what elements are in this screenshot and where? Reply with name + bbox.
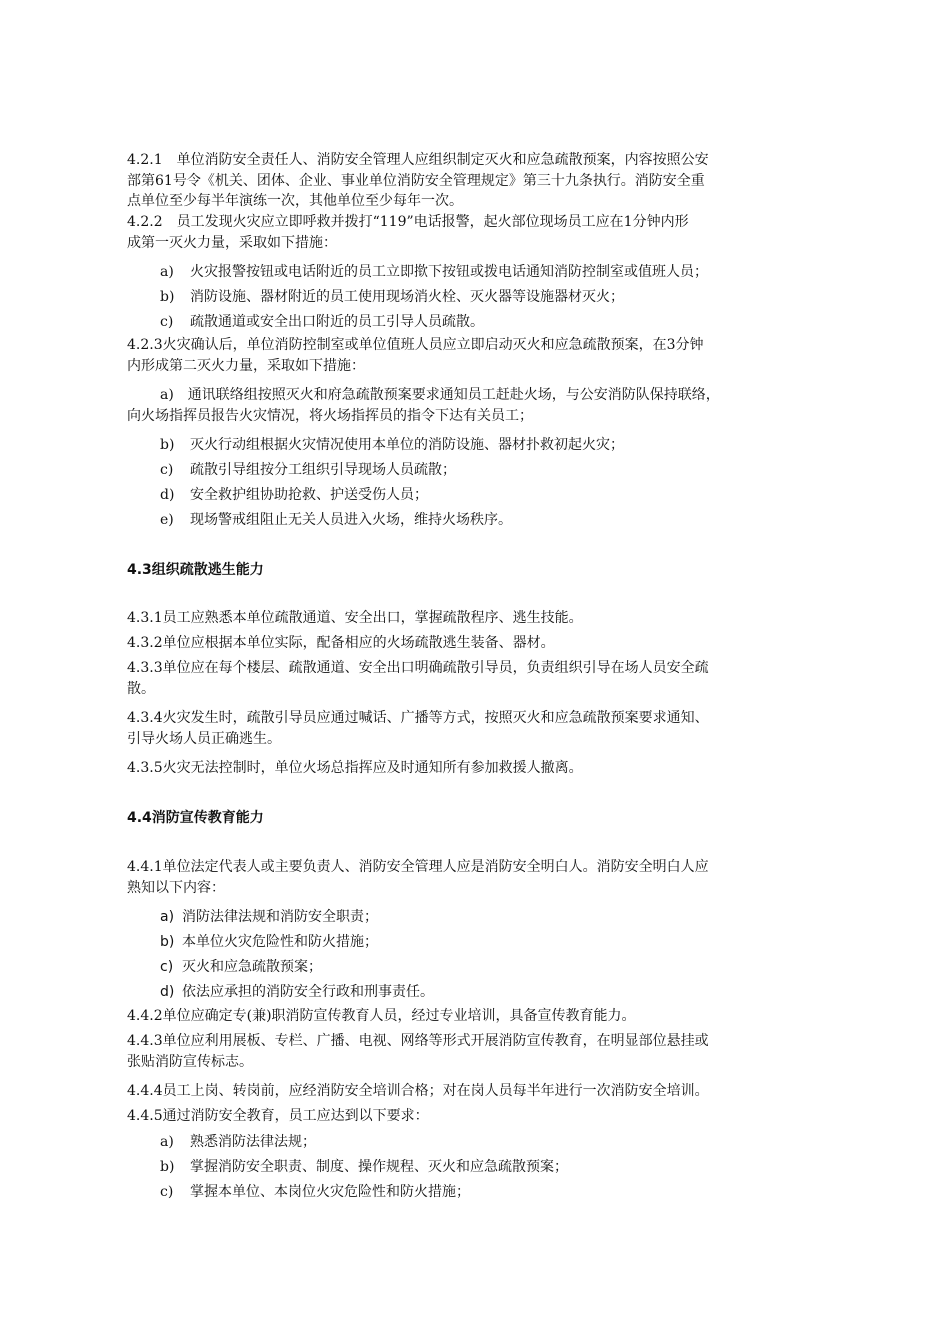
paragraph-4-2-2 (127, 212, 827, 253)
list-marker: c) (160, 1184, 174, 1200)
paragraph-4-3-3 (127, 658, 827, 699)
list-item (160, 1157, 568, 1178)
section-heading-4-4: 4.4消防宣传教育能力 (127, 810, 264, 826)
list-item-multiline (127, 385, 839, 426)
list-item-text: 本单位火灾危险性和防火措施； (182, 934, 378, 950)
text-line: 熟知以下内容： (127, 879, 225, 896)
paragraph-4-3-1 (127, 608, 827, 629)
list-marker: b) (160, 437, 175, 453)
list-item (160, 435, 624, 456)
list-item (160, 1182, 470, 1203)
text-line: 内形成第二灭火力量，采取如下措施： (127, 357, 365, 374)
list-item-text: 火灾报警按钮或电话附近的员工立即揿下按钮或拨电话通知消防控制室或值班人员； (190, 264, 708, 280)
list-item (160, 982, 434, 1003)
list-item (160, 485, 428, 506)
paragraph-4-2-3 (127, 335, 827, 376)
text-line: 引导火场人员正确逃生。 (127, 730, 281, 747)
text-line: 4.4.2单位应确定专(兼)职消防宣传教育人员，经过专业培训，具备宣传教育能力。 (127, 1008, 636, 1024)
paragraph-4-4-2 (127, 1006, 827, 1027)
text-line: 4.3.4火灾发生时，疏散引导员应通过喊话、广播等方式，按照灭火和应急疏散预案要求通知、 (127, 710, 709, 726)
list-item (160, 957, 322, 978)
list-item (160, 932, 378, 953)
list-item-text: 依法应承担的消防安全行政和刑事责任。 (182, 984, 434, 1000)
list-item (160, 312, 484, 333)
list-item-text: 安全救护组协助抢救、护送受伤人员； (190, 487, 428, 503)
text-line: 4.3.3单位应在每个楼层、疏散通道、安全出口明确疏散引导员，负责组织引导在场人员安全疏 (127, 660, 709, 676)
list-marker: b) (160, 289, 175, 305)
paragraph-4-4-5 (127, 1106, 827, 1127)
list-item-text: 现场警戒组阻止无关人员进入火场，维持火场秩序。 (190, 512, 512, 528)
list-item (160, 510, 512, 531)
text-line: 4.2.2 员工发现火灾应立即呼救并拨打“119”电话报警，起火部位现场员工应在1分钟内形 (127, 214, 689, 230)
paragraph-4-3-2 (127, 633, 827, 654)
text-line: 张贴消防宣传标志。 (127, 1053, 253, 1070)
paragraph-4-2-1 (127, 150, 827, 212)
list-item-text: 灭火行动组根据火灾情况使用本单位的消防设施、器材扑救初起火灾； (190, 437, 624, 453)
list-marker: e) (160, 512, 174, 528)
text-line: 4.2.1 单位消防安全责任人、消防安全管理人应组织制定灭火和应急疏散预案，内容按照公安 (127, 152, 709, 168)
list-marker: d) (160, 984, 175, 1000)
text-line: 4.4.1单位法定代表人或主要负责人、消防安全管理人应是消防安全明白人。消防安全明白人应 (127, 859, 709, 875)
list-item-text: 消防法律法规和消防安全职责； (182, 909, 378, 925)
list-item-text: 灭火和应急疏散预案； (182, 959, 322, 975)
text-line: 部第61号令《机关、团体、企业、事业单位消防安全管理规定》第三十九条执行。消防安全重 (127, 172, 705, 189)
text-line: 4.4.4员工上岗、转岗前，应经消防安全培训合格；对在岗人员每半年进行一次消防安全培训。 (127, 1083, 709, 1099)
text-line: 点单位至少每半年演练一次，其他单位至少每年一次。 (127, 193, 463, 209)
text-line: 4.2.3火灾确认后，单位消防控制室或单位值班人员应立即启动灭火和应急疏散预案，在3分钟 (127, 337, 704, 353)
text-line: 成第一灭火力量，采取如下措施： (127, 234, 337, 251)
text-line: 4.3.5火灾无法控制时，单位火场总指挥应及时通知所有参加救援人撤离。 (127, 760, 583, 776)
list-marker: d) (160, 487, 175, 503)
list-item (160, 1132, 316, 1153)
list-item-text: 掌握消防安全职责、制度、操作规程、灭火和应急疏散预案； (190, 1159, 568, 1175)
list-marker: a) (160, 909, 175, 925)
section-heading-4-3: 4.3组织疏散逃生能力 (127, 562, 264, 578)
list-item-text: 疏散通道或安全出口附近的员工引导人员疏散。 (190, 314, 484, 330)
list-marker: b) (160, 1159, 175, 1175)
list-marker: c) (160, 462, 174, 478)
list-item-text: 掌握本单位、本岗位火灾危险性和防火措施； (190, 1184, 470, 1200)
list-marker: a) (160, 264, 174, 280)
list-item-text: 疏散引导组按分工组织引导现场人员疏散； (190, 462, 456, 478)
text-line: 4.4.3单位应利用展板、专栏、广播、电视、网络等形式开展消防宣传教育，在明显部位悬挂或 (127, 1033, 709, 1049)
list-marker: a) (160, 1134, 174, 1150)
paragraph-4-4-3 (127, 1031, 827, 1072)
text-line: 4.3.1员工应熟悉本单位疏散通道、安全出口，掌握疏散程序、逃生技能。 (127, 610, 583, 626)
text-line: 4.3.2单位应根据本单位实际，配备相应的火场疏散逃生装备、器材。 (127, 635, 555, 651)
list-item-text: 消防设施、器材附近的员工使用现场消火栓、灭火器等设施器材灭火； (190, 289, 624, 305)
list-marker: b) (160, 934, 175, 950)
list-marker: c) (160, 314, 174, 330)
text-line: a) 通讯联络组按照灭火和府急疏散预案要求通知员工赶赴火场，与公安消防队保持联络， (160, 387, 720, 403)
list-item (160, 460, 456, 481)
paragraph-4-3-5 (127, 758, 827, 779)
paragraph-4-4-1 (127, 857, 827, 898)
paragraph-4-4-4 (127, 1081, 839, 1102)
text-line: 4.4.5通过消防安全教育，员工应达到以下要求： (127, 1108, 429, 1124)
paragraph-4-3-4 (127, 708, 827, 749)
list-item (160, 907, 378, 928)
list-item (160, 287, 624, 308)
text-line: 散。 (127, 680, 155, 697)
text-line: 向火场指挥员报告火灾情况，将火场指挥员的指令下达有关员工； (127, 407, 533, 424)
list-marker: c) (160, 959, 174, 975)
list-item (160, 262, 708, 283)
list-item-text: 熟悉消防法律法规； (190, 1134, 316, 1150)
